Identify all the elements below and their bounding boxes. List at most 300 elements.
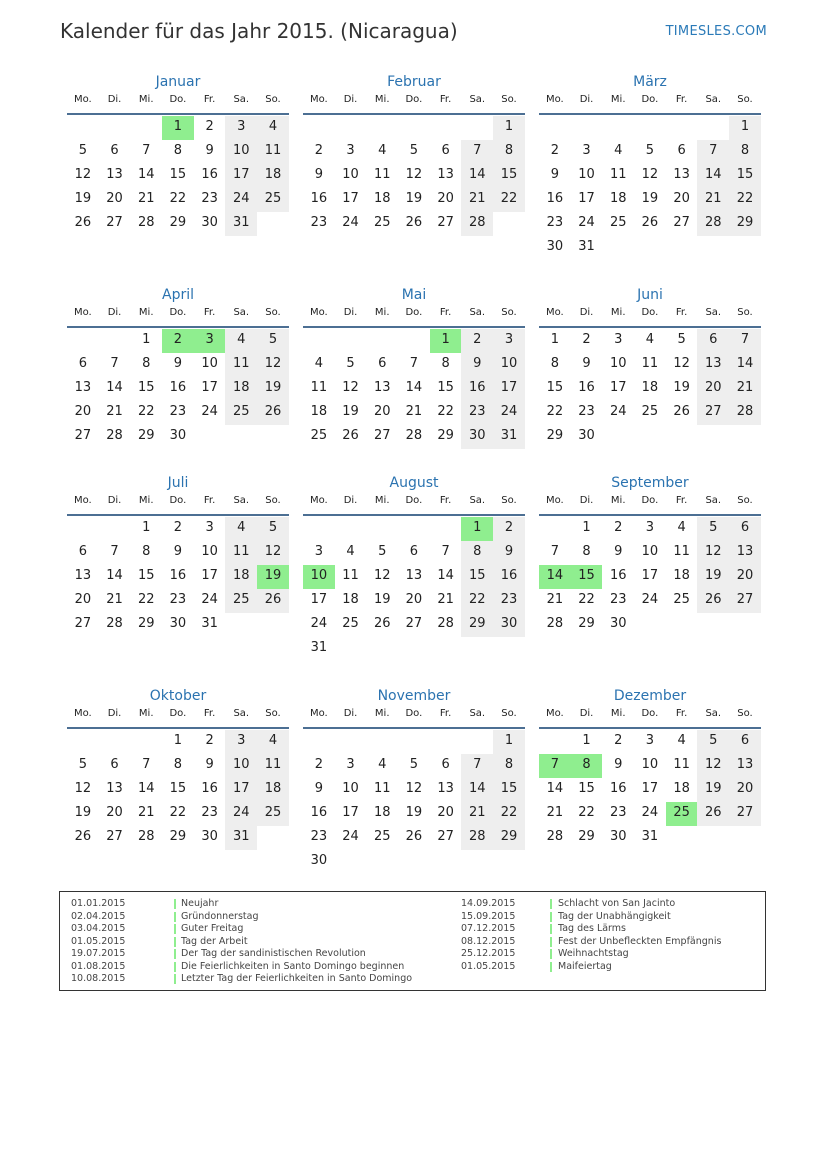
day-cell: 7 <box>461 754 493 778</box>
day-cell: 22 <box>437 404 454 419</box>
weekday-label: Mi. <box>610 94 626 105</box>
day-cell: 30 <box>201 215 218 230</box>
empty-cell <box>666 116 698 140</box>
day-cell: 18 <box>373 191 391 206</box>
day-cell: 15 <box>137 568 155 583</box>
day-cell: 6 <box>409 544 419 559</box>
empty-cell <box>99 517 131 541</box>
day-cell: 27 <box>729 589 761 613</box>
legend-date: 03.04.2015 <box>71 923 126 934</box>
weekday-label: Fr. <box>439 307 452 318</box>
day-cell: 6 <box>729 730 761 754</box>
day-cell: 8 <box>493 140 525 164</box>
weekday-label: Mi. <box>374 307 390 318</box>
day-cell: 16 <box>169 568 187 583</box>
day-cell: 24 <box>641 592 659 607</box>
day-cell: 27 <box>437 215 454 230</box>
day-cell: 12 <box>373 568 391 583</box>
day-cell: 10 <box>609 356 627 371</box>
day-cell: 28 <box>137 829 155 844</box>
empty-cell <box>99 116 131 140</box>
legend-row <box>71 923 451 936</box>
day-cell: 5 <box>409 757 419 772</box>
day-cell: 30 <box>201 829 218 844</box>
day-cell: 29 <box>729 212 761 236</box>
day-cell: 12 <box>697 754 729 778</box>
day-cell: 16 <box>201 781 218 796</box>
day-cell: 10 <box>342 781 359 796</box>
day-grid <box>303 517 525 661</box>
weekday-label: Fr. <box>203 708 216 719</box>
day-cell: 26 <box>74 829 92 844</box>
legend-holiday-name: Guter Freitag <box>181 923 244 934</box>
day-cell: 26 <box>405 829 423 844</box>
day-cell: 23 <box>461 401 493 425</box>
day-cell: 24 <box>225 188 257 212</box>
day-cell: 25 <box>673 592 690 607</box>
legend-date: 01.05.2015 <box>461 960 516 972</box>
day-cell: 2 <box>614 733 623 748</box>
weekday-label: Fr. <box>203 94 216 105</box>
day-cell: 6 <box>110 757 119 772</box>
day-cell: 3 <box>645 520 655 535</box>
weekday-label: So. <box>501 94 517 105</box>
holiday-marker <box>174 949 176 959</box>
holiday-marker <box>550 949 552 959</box>
day-cell: 14 <box>106 380 123 395</box>
legend-column-right <box>461 898 761 973</box>
holiday-day-cell: 19 <box>257 565 289 589</box>
month-11 <box>539 686 761 850</box>
day-cell: 21 <box>137 805 155 820</box>
day-cell: 22 <box>461 589 493 613</box>
weekday-label: Di. <box>107 94 122 105</box>
day-cell: 8 <box>142 356 151 371</box>
day-cell: 21 <box>437 592 454 607</box>
day-cell: 10 <box>342 167 359 182</box>
day-cell: 31 <box>310 640 328 655</box>
day-cell: 17 <box>609 380 627 395</box>
day-cell: 25 <box>225 401 257 425</box>
day-cell: 23 <box>578 404 595 419</box>
weekday-label: Mo. <box>73 307 92 318</box>
day-cell: 8 <box>582 544 591 559</box>
day-cell: 7 <box>110 356 119 371</box>
header-rule <box>539 326 761 328</box>
weekday-label: Do. <box>641 94 659 105</box>
day-cell: 3 <box>346 143 355 158</box>
month-7 <box>303 473 525 661</box>
day-cell: 10 <box>201 544 218 559</box>
holiday-marker <box>550 924 552 934</box>
weekday-header <box>539 493 761 513</box>
day-cell: 31 <box>201 616 218 631</box>
legend-holiday-name: Tag der Unabhängigkeit <box>558 910 671 922</box>
holiday-marker <box>550 899 552 909</box>
empty-cell <box>303 116 335 140</box>
day-cell: 17 <box>310 592 328 607</box>
weekday-header <box>67 92 289 112</box>
month-name: August <box>389 475 439 491</box>
day-cell: 29 <box>169 215 187 230</box>
weekday-label: Sa. <box>233 495 250 506</box>
weekday-label: Di. <box>579 94 594 105</box>
day-cell: 22 <box>729 188 761 212</box>
empty-cell <box>335 517 367 541</box>
holiday-day-cell: 7 <box>539 754 571 778</box>
day-cell: 10 <box>201 356 218 371</box>
day-cell: 6 <box>110 143 119 158</box>
day-cell: 3 <box>645 733 655 748</box>
empty-cell <box>602 116 634 140</box>
weekday-label: Mi. <box>138 94 154 105</box>
weekday-label: Do. <box>405 94 423 105</box>
day-cell: 12 <box>405 781 423 796</box>
day-cell: 28 <box>546 616 564 631</box>
day-cell: 2 <box>582 332 591 347</box>
holiday-day-cell: 1 <box>461 517 493 541</box>
day-cell: 20 <box>74 592 92 607</box>
day-grid <box>303 730 525 874</box>
day-cell: 11 <box>373 167 391 182</box>
day-cell: 9 <box>173 544 183 559</box>
empty-cell <box>398 730 430 754</box>
day-cell: 2 <box>314 143 323 158</box>
empty-cell <box>335 329 367 353</box>
day-cell: 31 <box>578 239 595 254</box>
day-cell: 13 <box>405 568 423 583</box>
day-cell: 22 <box>169 805 187 820</box>
weekday-label: Di. <box>107 307 122 318</box>
day-cell: 4 <box>378 143 387 158</box>
day-cell: 1 <box>550 332 559 347</box>
day-cell: 11 <box>373 781 391 796</box>
legend-holiday-name: Die Feierlichkeiten in Santo Domingo beginnen <box>181 960 405 972</box>
day-cell: 20 <box>74 404 92 419</box>
day-cell: 28 <box>106 428 123 443</box>
day-cell: 6 <box>729 517 761 541</box>
month-8 <box>539 473 761 637</box>
legend-date: 25.12.2015 <box>461 948 516 959</box>
header-rule <box>539 113 761 115</box>
holiday-marker <box>174 962 176 972</box>
day-cell: 17 <box>342 191 359 206</box>
empty-cell <box>461 116 493 140</box>
day-cell: 13 <box>106 167 123 182</box>
day-cell: 21 <box>461 188 493 212</box>
day-cell: 20 <box>437 191 454 206</box>
day-cell: 21 <box>697 188 729 212</box>
day-cell: 15 <box>493 164 525 188</box>
weekday-label: Sa. <box>469 307 486 318</box>
day-cell: 20 <box>729 778 761 802</box>
day-cell: 12 <box>641 167 659 182</box>
legend-date: 15.09.2015 <box>461 910 516 922</box>
holiday-day-cell: 8 <box>571 754 603 778</box>
holiday-day-cell: 1 <box>430 329 462 353</box>
weekday-label: Do. <box>405 307 423 318</box>
day-cell: 13 <box>437 167 454 182</box>
day-cell: 19 <box>373 592 391 607</box>
day-cell: 4 <box>225 517 257 541</box>
day-grid <box>303 116 525 236</box>
weekday-label: Fr. <box>439 495 452 506</box>
holiday-marker <box>174 899 176 909</box>
day-cell: 26 <box>257 401 289 425</box>
day-cell: 11 <box>641 356 659 371</box>
day-cell: 6 <box>78 356 87 371</box>
day-cell: 14 <box>546 781 564 796</box>
holiday-marker <box>550 962 552 972</box>
day-cell: 26 <box>641 215 659 230</box>
day-cell: 3 <box>582 143 591 158</box>
day-cell: 9 <box>614 544 623 559</box>
legend-date: 10.08.2015 <box>71 973 126 984</box>
month-1 <box>303 72 525 236</box>
month-name: Mai <box>401 287 427 303</box>
day-cell: 30 <box>493 613 525 637</box>
day-cell: 26 <box>673 404 690 419</box>
empty-cell <box>430 730 462 754</box>
day-cell: 23 <box>493 589 525 613</box>
month-name: Oktober <box>149 688 207 704</box>
day-cell: 6 <box>677 143 686 158</box>
day-cell: 17 <box>493 377 525 401</box>
day-cell: 13 <box>729 541 761 565</box>
month-name: Februar <box>387 74 441 90</box>
legend-date: 01.01.2015 <box>71 898 126 909</box>
day-cell: 13 <box>673 167 690 182</box>
weekday-header <box>303 493 525 513</box>
weekday-label: Fr. <box>203 307 216 318</box>
day-cell: 22 <box>546 404 564 419</box>
day-cell: 11 <box>225 541 257 565</box>
day-cell: 16 <box>578 380 595 395</box>
day-cell: 21 <box>405 404 423 419</box>
day-cell: 12 <box>673 356 690 371</box>
weekday-label: Mi. <box>610 307 626 318</box>
weekday-label: Mi. <box>374 708 390 719</box>
day-cell: 21 <box>106 404 123 419</box>
weekday-label: Di. <box>107 495 122 506</box>
day-cell: 16 <box>461 377 493 401</box>
day-cell: 9 <box>582 356 591 371</box>
day-cell: 26 <box>405 215 423 230</box>
month-name: September <box>611 475 689 491</box>
holiday-day-cell: 2 <box>162 329 194 353</box>
day-cell: 25 <box>225 589 257 613</box>
day-cell: 25 <box>373 829 391 844</box>
weekday-label: So. <box>265 94 281 105</box>
day-cell: 3 <box>614 332 623 347</box>
day-cell: 24 <box>342 215 359 230</box>
weekday-label: So. <box>501 708 517 719</box>
day-cell: 16 <box>609 568 627 583</box>
legend-date: 07.12.2015 <box>461 923 516 934</box>
day-cell: 2 <box>493 517 525 541</box>
day-cell: 14 <box>106 568 123 583</box>
weekday-label: Sa. <box>233 307 250 318</box>
day-cell: 29 <box>169 829 187 844</box>
day-cell: 7 <box>550 544 559 559</box>
day-cell: 23 <box>169 404 187 419</box>
holiday-day-cell: 3 <box>194 329 226 353</box>
day-cell: 17 <box>225 778 257 802</box>
weekday-label: Di. <box>343 708 358 719</box>
day-cell: 4 <box>614 143 623 158</box>
empty-cell <box>539 517 571 541</box>
day-cell: 22 <box>137 592 155 607</box>
day-cell: 5 <box>78 757 87 772</box>
day-cell: 1 <box>142 520 151 535</box>
day-cell: 22 <box>169 191 187 206</box>
header-rule <box>67 727 289 729</box>
day-cell: 17 <box>225 164 257 188</box>
day-cell: 27 <box>729 802 761 826</box>
weekday-label: Mo. <box>309 307 328 318</box>
weekday-header <box>67 493 289 513</box>
day-grid <box>539 116 761 260</box>
day-cell: 6 <box>378 356 387 371</box>
brand-link[interactable]: TIMESLES.COM <box>665 24 767 39</box>
weekday-label: Fr. <box>675 307 688 318</box>
weekday-label: Fr. <box>675 495 688 506</box>
day-grid <box>539 730 761 850</box>
day-cell: 9 <box>461 353 493 377</box>
legend-row <box>71 898 451 911</box>
weekday-header <box>67 706 289 726</box>
day-cell: 16 <box>546 191 564 206</box>
day-cell: 9 <box>614 757 623 772</box>
day-cell: 10 <box>225 140 257 164</box>
weekday-label: Mo. <box>309 94 328 105</box>
legend-column-left <box>71 898 451 986</box>
weekday-label: Sa. <box>705 495 722 506</box>
day-cell: 25 <box>342 616 359 631</box>
day-grid <box>67 116 289 236</box>
day-cell: 4 <box>257 116 289 140</box>
day-cell: 24 <box>493 401 525 425</box>
legend-holiday-name: Gründonnerstag <box>181 910 259 922</box>
legend-holiday-name: Fest der Unbefleckten Empfängnis <box>558 935 722 947</box>
weekday-label: Sa. <box>469 495 486 506</box>
day-cell: 2 <box>173 520 183 535</box>
day-cell: 27 <box>697 401 729 425</box>
weekday-label: Mo. <box>73 708 92 719</box>
legend-holiday-name: Weihnachtstag <box>558 948 629 959</box>
day-cell: 3 <box>493 329 525 353</box>
day-cell: 8 <box>729 140 761 164</box>
day-cell: 8 <box>441 356 450 371</box>
day-cell: 25 <box>373 215 391 230</box>
day-cell: 30 <box>609 616 627 631</box>
day-cell: 25 <box>257 188 289 212</box>
month-0 <box>67 72 289 236</box>
day-cell: 27 <box>673 215 690 230</box>
header-rule <box>539 727 761 729</box>
page-title: Kalender für das Jahr 2015. (Nicaragua) <box>60 19 458 43</box>
day-cell: 15 <box>546 380 564 395</box>
day-cell: 27 <box>74 616 92 631</box>
day-cell: 14 <box>697 164 729 188</box>
day-cell: 24 <box>225 802 257 826</box>
day-cell: 5 <box>697 730 729 754</box>
day-cell: 22 <box>137 404 155 419</box>
day-cell: 27 <box>106 829 123 844</box>
legend-holiday-name: Schlacht von San Jacinto <box>558 898 676 909</box>
day-cell: 25 <box>641 404 659 419</box>
day-cell: 11 <box>609 167 627 182</box>
day-cell: 28 <box>697 212 729 236</box>
day-cell: 28 <box>137 215 155 230</box>
day-cell: 18 <box>373 805 391 820</box>
legend-row <box>71 911 451 924</box>
day-cell: 15 <box>137 380 155 395</box>
empty-cell <box>539 730 571 754</box>
day-grid <box>303 329 525 449</box>
day-cell: 18 <box>257 778 289 802</box>
day-cell: 7 <box>697 140 729 164</box>
day-cell: 18 <box>342 592 359 607</box>
weekday-label: Mo. <box>309 708 328 719</box>
day-cell: 5 <box>697 517 729 541</box>
day-cell: 28 <box>461 212 493 236</box>
day-cell: 21 <box>546 805 564 820</box>
day-cell: 4 <box>257 730 289 754</box>
day-cell: 1 <box>493 116 525 140</box>
day-cell: 20 <box>673 191 690 206</box>
day-cell: 23 <box>201 805 218 820</box>
legend-holiday-name: Letzter Tag der Feierlichkeiten in Santo Domingo <box>181 973 413 984</box>
empty-cell <box>67 329 99 353</box>
day-cell: 10 <box>578 167 595 182</box>
weekday-label: So. <box>265 495 281 506</box>
day-cell: 17 <box>342 805 359 820</box>
legend-row <box>461 911 761 924</box>
day-cell: 16 <box>310 805 328 820</box>
day-cell: 4 <box>645 332 655 347</box>
day-cell: 14 <box>137 781 155 796</box>
day-cell: 31 <box>225 212 257 236</box>
day-cell: 15 <box>169 167 187 182</box>
day-cell: 20 <box>437 805 454 820</box>
day-cell: 26 <box>257 589 289 613</box>
empty-cell <box>430 517 462 541</box>
day-cell: 4 <box>677 520 686 535</box>
legend-holiday-name: Maifeiertag <box>558 960 612 972</box>
day-cell: 9 <box>493 541 525 565</box>
day-cell: 30 <box>169 616 187 631</box>
day-cell: 1 <box>729 116 761 140</box>
empty-cell <box>366 116 398 140</box>
day-cell: 2 <box>205 733 214 748</box>
weekday-label: So. <box>737 307 753 318</box>
day-cell: 22 <box>493 188 525 212</box>
day-cell: 14 <box>437 568 454 583</box>
empty-cell <box>398 116 430 140</box>
day-cell: 18 <box>225 565 257 589</box>
day-cell: 6 <box>697 329 729 353</box>
weekday-label: Do. <box>641 307 659 318</box>
day-cell: 19 <box>342 404 359 419</box>
empty-cell <box>99 329 131 353</box>
day-cell: 23 <box>609 805 627 820</box>
weekday-label: Do. <box>169 708 187 719</box>
day-cell: 13 <box>106 781 123 796</box>
day-cell: 5 <box>645 143 655 158</box>
day-cell: 23 <box>546 215 564 230</box>
day-cell: 9 <box>550 167 559 182</box>
